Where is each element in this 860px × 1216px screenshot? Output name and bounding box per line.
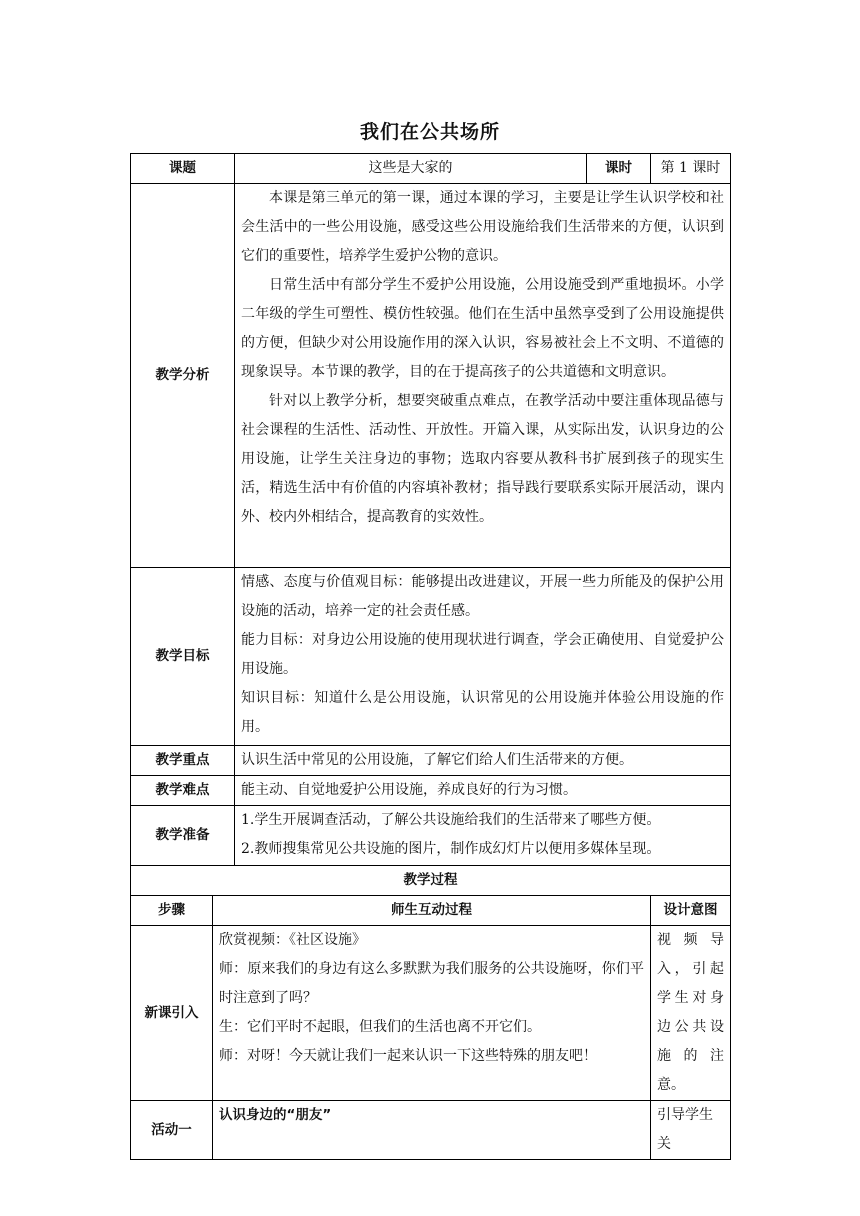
difficulty-row <box>131 776 731 806</box>
preparation-row <box>131 806 731 866</box>
preparation-label: 教学准备 <box>131 806 235 866</box>
goal-item-2: 能力目标：对身边公用设施的使用现状进行调查，学会正确使用、自觉爱护公用设施。 <box>241 632 724 677</box>
lesson-plan-table <box>130 153 731 1160</box>
col-interaction-header: 师生互动过程 <box>213 896 651 926</box>
topic-value: 这些是大家的 <box>235 154 587 184</box>
intro-line-4: 师：对呀！今天就让我们一起来认识一下这些特殊的朋友吧！ <box>219 1048 597 1064</box>
process-heading: 教学过程 <box>131 866 731 896</box>
process-heading-row <box>131 866 731 896</box>
period-value: 第 1 课时 <box>651 154 731 184</box>
col-step-header: 步骤 <box>131 896 213 926</box>
intro-line-3: 生：它们平时不起眼，但我们的生活也离不开它们。 <box>219 1019 541 1035</box>
intro-line-1: 欣赏视频：《社区设施》 <box>219 932 366 948</box>
goals-label: 教学目标 <box>131 568 235 746</box>
topic-label: 课题 <box>131 154 235 184</box>
header-row <box>131 154 731 184</box>
process-row-intro <box>131 926 731 1101</box>
key-point-label: 教学重点 <box>131 746 235 776</box>
goal-item-1: 情感、态度与价值观目标：能够提出改进建议，开展一些力所能及的保护公用设施的活动，培养一定的社会责任感。 <box>241 574 724 619</box>
intro-line-2: 师：原来我们的身边有这么多默默为我们服务的公共设施呀，你们平时注意到了吗？ <box>219 961 644 1006</box>
activity-1-intent: 引导学生关 <box>651 1101 731 1160</box>
difficulty-label: 教学难点 <box>131 776 235 806</box>
period-label: 课时 <box>587 154 651 184</box>
step-activity-1-label: 活动一 <box>131 1101 213 1160</box>
process-row-activity-1 <box>131 1101 731 1160</box>
col-intent-header: 设计意图 <box>651 896 731 926</box>
analysis-row <box>131 184 731 568</box>
analysis-label: 教学分析 <box>131 184 235 568</box>
goals-row <box>131 568 731 746</box>
preparation-item-1: 1.学生开展调查活动，了解公共设施给我们的生活带来了哪些方便。 <box>241 812 661 828</box>
step-intro-label: 新课引入 <box>131 926 213 1101</box>
goal-item-3: 知识目标：知道什么是公用设施，认识常见的公用设施并体验公用设施的作用。 <box>241 690 724 735</box>
analysis-paragraph-1: 本课是第三单元的第一课，通过本课的学习，主要是让学生认识学校和社会生活中的一些公用设施，感受这些公用设施给我们生活带来的方便，认识到它们的重要性，培养学生爱护公物的意识。 <box>241 190 724 264</box>
document-title: 我们在公共场所 <box>359 121 500 143</box>
analysis-paragraph-2: 日常生活中有部分学生不爱护公用设施，公用设施受到严重地损坏。小学二年级的学生可塑性、模仿性较强。他们在生活中虽然享受到了公用设施提供的方便，但缺少对公用设施作用的深入认识，容易被社会上不文明、不道德的现象误导。本节课的教学，目的在于提高孩子的公共道德和文明意识。 <box>241 277 724 380</box>
analysis-paragraph-3: 针对以上教学分析，想要突破重点难点，在教学活动中要注重体现品德与社会课程的生活性、活动性、开放性。开篇入课，从实际出发，认识身边的公用设施，让学生关注身边的事物；选取内容要从教科书扩展到孩子的现实生活，精选生活中有价值的内容填补教材；指导践行要联系实际开展活动，课内外、校内外相结合，提高教育的实效性。 <box>241 393 724 525</box>
intro-intent: 视频导入，引起学生对身边公共设施的注意。 <box>651 926 731 1101</box>
key-point-row <box>131 746 731 776</box>
difficulty-text: 能主动、自觉地爱护公用设施，养成良好的行为习惯。 <box>235 776 731 806</box>
preparation-item-2: 2.教师搜集常见公共设施的图片，制作成幻灯片以便用多媒体呈现。 <box>241 841 661 857</box>
activity-1-title: 认识身边的“朋友” <box>213 1101 651 1160</box>
key-point-text: 认识生活中常见的公用设施，了解它们给人们生活带来的方便。 <box>235 746 731 776</box>
process-columns-row <box>131 896 731 926</box>
